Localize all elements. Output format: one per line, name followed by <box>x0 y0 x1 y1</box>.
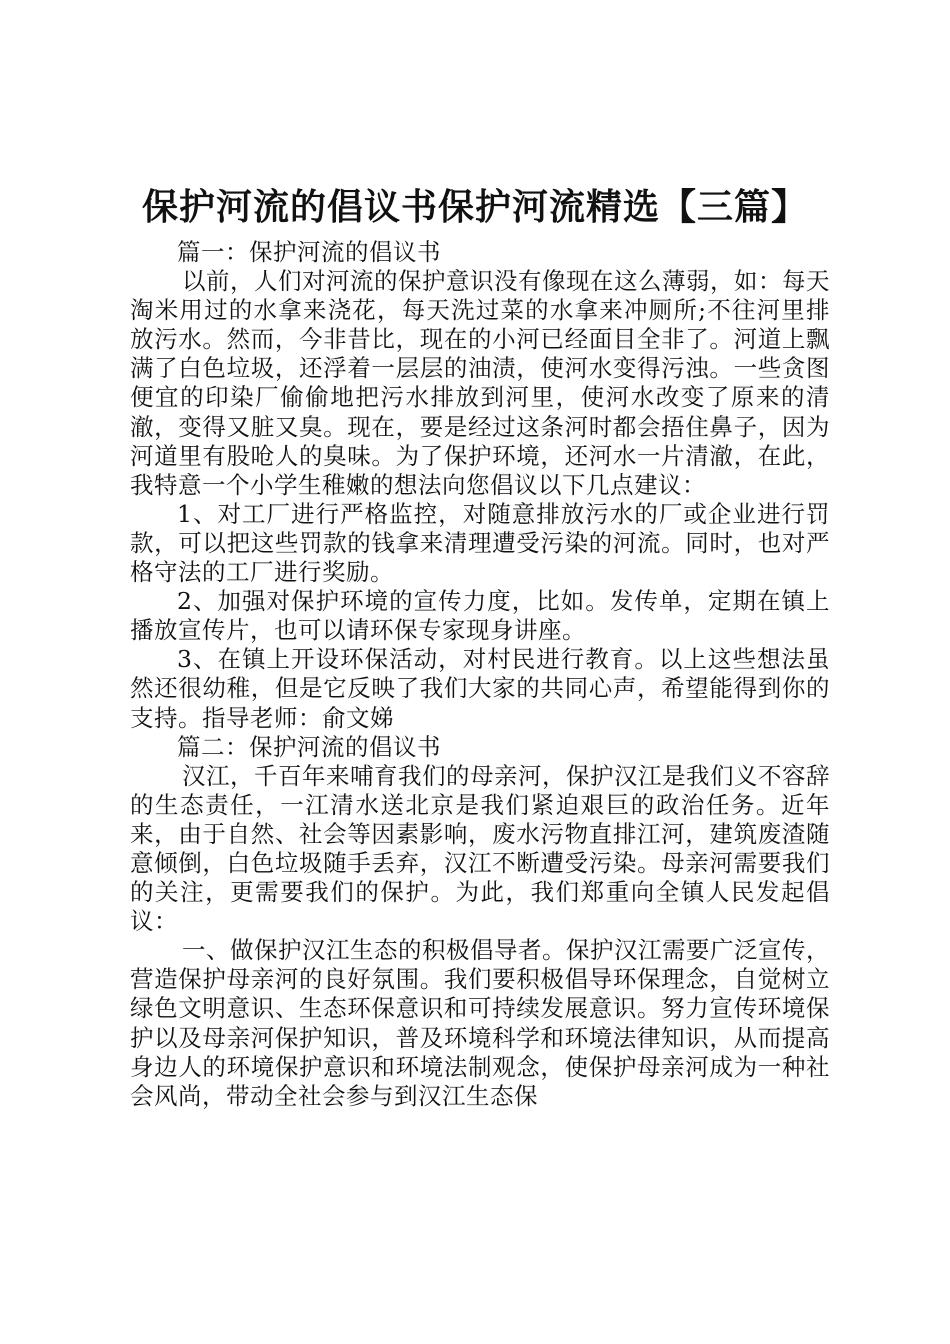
document-body <box>130 238 830 1111</box>
paragraph-intro-2: 汉江，千百年来哺育我们的母亲河，保护汉江是我们义不容辞的生态责任，一江清水送北京是我们紧迫艰巨的政治任务。近年来，由于自然、社会等因素影响，废水污物直排江河，建筑废渣随意倾倒，白色垃圾随手丢弃，汉江不断遭受污染。母亲河需要我们的关注，更需要我们的保护。为此，我们郑重向全镇人民发起倡议： <box>130 761 830 936</box>
document-title: 保护河流的倡议书保护河流精选【三篇】 <box>141 186 808 228</box>
suggestion-item-3: 3、在镇上开设环保活动，对村民进行教育。以上这些想法虽然还很幼稚，但是它反映了我们大家的共同心声，希望能得到你的支持。指导老师：俞文娣 <box>130 645 830 732</box>
paragraph-intro-1: 以前，人们对河流的保护意识没有像现在这么薄弱，如：每天淘米用过的水拿来浇花，每天洗过菜的水拿来冲厕所;不往河里排放污水。然而，今非昔比，现在的小河已经面目全非了。河道上飘满了白色垃圾，还浮着一层层的油渍，使河水变得污浊。一些贪图便宜的印染厂偷偷地把污水排放到河里，使河水改变了原来的清澈，变得又脏又臭。现在，要是经过这条河时都会捂住鼻子，因为河道里有股呛人的臭味。为了保护环境，还河水一片清澈，在此，我特意一个小学生稚嫩的想法向您倡议以下几点建议： <box>130 267 830 499</box>
suggestion-item-1: 1、对工厂进行严格监控，对随意排放污水的厂或企业进行罚款，可以把这些罚款的钱拿来清理遭受污染的河流。同时，也对严格守法的工厂进行奖励。 <box>130 499 830 587</box>
section-heading-1: 篇一：保护河流的倡议书 <box>177 238 441 266</box>
suggestion-item-2: 2、加强对保护环境的宣传力度，比如。发传单，定期在镇上播放宣传片，也可以请环保专家现身讲座。 <box>130 587 830 645</box>
proposal-item-1: 一、做保护汉江生态的积极倡导者。保护汉江需要广泛宣传，营造保护母亲河的良好氛围。我们要积极倡导环保理念，自觉树立绿色文明意识、生态环保意识和可持续发展意识。努力宣传环境保护以及母亲河保护知识，普及环境科学和环境法律知识，从而提高身边人的环境保护意识和环境法制观念，使保护母亲河成为一种社会风尚，带动全社会参与到汉江生态保 <box>130 936 830 1110</box>
section-heading-2: 篇二：保护河流的倡议书 <box>177 732 441 761</box>
